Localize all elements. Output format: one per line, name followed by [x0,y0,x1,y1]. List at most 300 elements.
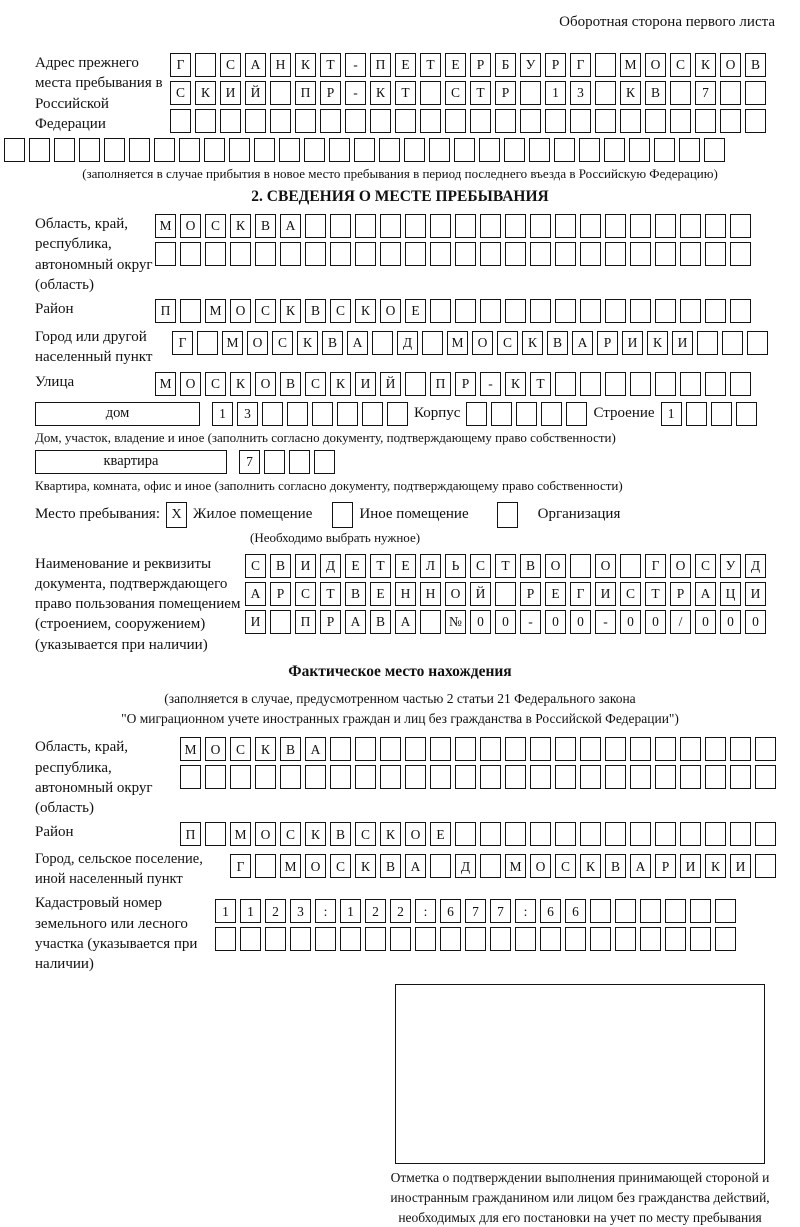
form-cell[interactable] [405,372,426,396]
form-cell[interactable]: О [595,554,616,578]
form-cell[interactable] [705,765,726,789]
form-cell[interactable] [355,737,376,761]
form-cell[interactable] [495,109,516,133]
stay-option-residential-checkbox[interactable]: X [166,502,187,528]
form-cell[interactable] [505,299,526,323]
form-cell[interactable] [355,765,376,789]
form-cell[interactable]: М [155,372,176,396]
form-cell[interactable] [540,927,561,951]
form-cell[interactable]: 6 [540,899,561,923]
form-cell[interactable] [705,372,726,396]
form-cell[interactable]: Е [345,554,366,578]
form-cell[interactable]: В [370,610,391,634]
form-cell[interactable] [205,242,226,266]
form-cell[interactable] [280,765,301,789]
form-cell[interactable]: У [720,554,741,578]
form-cell[interactable]: Г [230,854,251,878]
form-cell[interactable] [304,138,325,162]
form-cell[interactable]: 6 [440,899,461,923]
form-cell[interactable]: 7 [490,899,511,923]
form-cell[interactable]: К [295,53,316,77]
form-cell[interactable] [690,899,711,923]
form-cell[interactable] [455,214,476,238]
form-cell[interactable]: Т [530,372,551,396]
form-cell[interactable] [445,109,466,133]
form-cell[interactable]: Р [597,331,618,355]
form-cell[interactable]: М [205,299,226,323]
form-cell[interactable]: С [220,53,241,77]
form-cell[interactable] [736,402,757,426]
form-cell[interactable] [505,822,526,846]
form-cell[interactable]: А [695,582,716,606]
form-cell[interactable]: П [155,299,176,323]
form-cell[interactable]: № [445,610,466,634]
form-cell[interactable]: Е [445,53,466,77]
form-cell[interactable]: К [505,372,526,396]
form-cell[interactable] [530,214,551,238]
form-cell[interactable] [680,822,701,846]
form-cell[interactable] [455,299,476,323]
form-cell[interactable] [645,109,666,133]
form-cell[interactable] [229,138,250,162]
form-cell[interactable] [265,927,286,951]
form-cell[interactable] [454,138,475,162]
form-cell[interactable] [530,765,551,789]
form-cell[interactable] [197,331,218,355]
form-cell[interactable]: К [370,81,391,105]
form-cell[interactable] [730,372,751,396]
form-cell[interactable]: П [180,822,201,846]
form-cell[interactable] [440,927,461,951]
form-cell[interactable]: М [280,854,301,878]
form-cell[interactable]: М [180,737,201,761]
form-cell[interactable] [455,242,476,266]
form-cell[interactable] [654,138,675,162]
form-cell[interactable]: С [305,372,326,396]
form-cell[interactable]: 0 [745,610,766,634]
form-cell[interactable]: О [247,331,268,355]
form-cell[interactable] [404,138,425,162]
form-cell[interactable] [405,737,426,761]
form-cell[interactable] [220,109,241,133]
form-cell[interactable]: К [330,372,351,396]
stay-option-other-checkbox[interactable] [332,502,353,528]
form-cell[interactable]: В [305,299,326,323]
form-cell[interactable]: О [255,372,276,396]
form-cell[interactable] [745,81,766,105]
form-cell[interactable]: А [245,53,266,77]
form-cell[interactable]: Р [520,582,541,606]
form-cell[interactable]: 7 [239,450,260,474]
form-cell[interactable] [355,242,376,266]
form-cell[interactable] [605,214,626,238]
form-cell[interactable] [745,109,766,133]
form-cell[interactable]: Н [270,53,291,77]
form-cell[interactable] [580,822,601,846]
form-cell[interactable] [520,109,541,133]
form-cell[interactable] [541,402,562,426]
form-cell[interactable]: В [280,737,301,761]
form-cell[interactable]: 0 [695,610,716,634]
form-cell[interactable] [680,242,701,266]
form-cell[interactable]: / [670,610,691,634]
form-cell[interactable]: Д [745,554,766,578]
form-cell[interactable]: - [345,81,366,105]
form-cell[interactable] [529,138,550,162]
form-cell[interactable] [195,109,216,133]
form-cell[interactable]: А [395,610,416,634]
form-cell[interactable]: 0 [570,610,591,634]
form-cell[interactable] [720,81,741,105]
form-cell[interactable] [480,765,501,789]
form-cell[interactable] [479,138,500,162]
form-cell[interactable]: О [180,372,201,396]
form-cell[interactable] [180,765,201,789]
form-cell[interactable] [630,242,651,266]
form-cell[interactable] [405,765,426,789]
form-cell[interactable]: 0 [470,610,491,634]
form-cell[interactable]: С [445,81,466,105]
form-cell[interactable] [730,765,751,789]
form-cell[interactable]: Е [405,299,426,323]
form-cell[interactable] [695,109,716,133]
form-cell[interactable] [379,138,400,162]
form-cell[interactable] [312,402,333,426]
form-cell[interactable]: А [630,854,651,878]
form-cell[interactable] [204,138,225,162]
form-cell[interactable] [54,138,75,162]
form-cell[interactable]: Й [245,81,266,105]
form-cell[interactable] [415,927,436,951]
form-cell[interactable] [530,299,551,323]
form-cell[interactable] [555,372,576,396]
form-cell[interactable]: С [330,854,351,878]
form-cell[interactable] [365,927,386,951]
form-cell[interactable]: К [355,854,376,878]
form-cell[interactable] [430,765,451,789]
form-cell[interactable] [370,109,391,133]
form-cell[interactable] [665,927,686,951]
form-cell[interactable]: А [245,582,266,606]
form-cell[interactable] [205,822,226,846]
form-cell[interactable] [705,242,726,266]
form-cell[interactable] [504,138,525,162]
form-cell[interactable] [605,765,626,789]
form-cell[interactable]: Й [380,372,401,396]
form-cell[interactable]: И [680,854,701,878]
form-cell[interactable]: Т [320,53,341,77]
form-cell[interactable]: К [695,53,716,77]
form-cell[interactable] [555,299,576,323]
form-cell[interactable]: О [445,582,466,606]
form-cell[interactable] [655,242,676,266]
form-cell[interactable]: О [380,299,401,323]
form-cell[interactable] [455,765,476,789]
form-cell[interactable] [337,402,358,426]
form-cell[interactable]: С [272,331,293,355]
form-cell[interactable] [195,53,216,77]
form-cell[interactable]: 0 [495,610,516,634]
form-cell[interactable]: И [295,554,316,578]
form-cell[interactable] [505,765,526,789]
form-cell[interactable]: Р [545,53,566,77]
form-cell[interactable]: Г [645,554,666,578]
form-cell[interactable] [104,138,125,162]
form-cell[interactable] [730,737,751,761]
form-cell[interactable]: П [370,53,391,77]
form-cell[interactable] [705,214,726,238]
form-cell[interactable] [570,109,591,133]
form-cell[interactable]: О [645,53,666,77]
form-cell[interactable]: О [472,331,493,355]
form-cell[interactable] [580,737,601,761]
form-cell[interactable] [480,242,501,266]
form-cell[interactable] [470,109,491,133]
form-cell[interactable]: С [280,822,301,846]
form-cell[interactable]: И [245,610,266,634]
form-cell[interactable] [655,214,676,238]
form-cell[interactable] [480,822,501,846]
form-cell[interactable] [480,854,501,878]
form-cell[interactable]: К [647,331,668,355]
form-cell[interactable] [630,372,651,396]
form-cell[interactable]: Ь [445,554,466,578]
form-cell[interactable]: 7 [695,81,716,105]
form-cell[interactable]: С [355,822,376,846]
form-cell[interactable]: : [315,899,336,923]
form-cell[interactable]: О [230,299,251,323]
form-cell[interactable] [340,927,361,951]
form-cell[interactable] [270,81,291,105]
form-cell[interactable]: П [295,610,316,634]
form-cell[interactable]: К [255,737,276,761]
form-cell[interactable]: М [155,214,176,238]
form-cell[interactable] [730,299,751,323]
form-cell[interactable]: О [530,854,551,878]
form-cell[interactable] [755,737,776,761]
form-cell[interactable] [466,402,487,426]
form-cell[interactable] [320,109,341,133]
form-cell[interactable] [580,765,601,789]
form-cell[interactable] [605,372,626,396]
form-cell[interactable] [289,450,310,474]
form-cell[interactable] [545,109,566,133]
form-cell[interactable]: А [347,331,368,355]
form-cell[interactable]: О [205,737,226,761]
form-cell[interactable] [620,109,641,133]
form-cell[interactable]: - [345,53,366,77]
form-cell[interactable]: - [520,610,541,634]
form-cell[interactable] [705,822,726,846]
form-cell[interactable]: 2 [265,899,286,923]
form-cell[interactable]: Т [495,554,516,578]
form-cell[interactable] [465,927,486,951]
form-cell[interactable]: В [255,214,276,238]
form-cell[interactable] [455,822,476,846]
form-cell[interactable]: С [330,299,351,323]
form-cell[interactable] [722,331,743,355]
form-cell[interactable] [491,402,512,426]
form-cell[interactable] [290,927,311,951]
form-cell[interactable]: У [520,53,541,77]
form-cell[interactable]: К [230,372,251,396]
form-cell[interactable] [314,450,335,474]
form-cell[interactable] [480,214,501,238]
form-cell[interactable] [655,299,676,323]
form-cell[interactable]: Т [370,554,391,578]
form-cell[interactable]: Л [420,554,441,578]
form-cell[interactable] [590,899,611,923]
form-cell[interactable]: А [305,737,326,761]
stay-option-organization-checkbox[interactable] [497,502,518,528]
form-cell[interactable]: 1 [215,899,236,923]
form-cell[interactable] [380,242,401,266]
form-cell[interactable]: 7 [465,899,486,923]
form-cell[interactable] [630,299,651,323]
form-cell[interactable] [615,899,636,923]
form-cell[interactable]: В [605,854,626,878]
form-cell[interactable] [420,81,441,105]
form-cell[interactable]: В [322,331,343,355]
form-cell[interactable] [705,737,726,761]
form-cell[interactable] [704,138,725,162]
form-cell[interactable]: О [670,554,691,578]
form-cell[interactable] [420,610,441,634]
form-cell[interactable] [679,138,700,162]
form-cell[interactable]: Н [395,582,416,606]
form-cell[interactable]: П [295,81,316,105]
form-cell[interactable] [362,402,383,426]
form-cell[interactable] [580,214,601,238]
form-cell[interactable] [630,822,651,846]
form-cell[interactable] [515,927,536,951]
form-cell[interactable]: В [270,554,291,578]
form-cell[interactable]: О [405,822,426,846]
form-cell[interactable] [495,582,516,606]
form-cell[interactable]: В [547,331,568,355]
form-cell[interactable] [580,372,601,396]
form-cell[interactable] [129,138,150,162]
form-cell[interactable] [730,242,751,266]
form-cell[interactable]: 1 [212,402,233,426]
form-cell[interactable]: К [280,299,301,323]
form-cell[interactable] [430,242,451,266]
form-cell[interactable] [565,927,586,951]
form-cell[interactable]: А [405,854,426,878]
form-cell[interactable] [422,331,443,355]
form-cell[interactable]: С [205,372,226,396]
form-cell[interactable] [380,214,401,238]
form-cell[interactable] [264,450,285,474]
form-cell[interactable] [215,927,236,951]
form-cell[interactable] [420,109,441,133]
form-cell[interactable] [295,109,316,133]
form-cell[interactable] [555,765,576,789]
form-cell[interactable]: О [305,854,326,878]
form-cell[interactable] [530,822,551,846]
form-cell[interactable] [380,765,401,789]
form-cell[interactable]: Т [420,53,441,77]
form-cell[interactable]: К [305,822,326,846]
form-cell[interactable] [680,299,701,323]
form-cell[interactable] [390,927,411,951]
form-cell[interactable]: М [505,854,526,878]
form-cell[interactable] [230,242,251,266]
form-cell[interactable] [690,927,711,951]
form-cell[interactable] [630,737,651,761]
form-cell[interactable] [554,138,575,162]
form-cell[interactable]: 0 [545,610,566,634]
form-cell[interactable] [154,138,175,162]
form-cell[interactable] [655,765,676,789]
form-cell[interactable]: Г [170,53,191,77]
form-cell[interactable] [604,138,625,162]
form-cell[interactable] [305,214,326,238]
form-cell[interactable]: С [555,854,576,878]
form-cell[interactable] [430,299,451,323]
form-cell[interactable] [330,242,351,266]
form-cell[interactable]: В [345,582,366,606]
form-cell[interactable]: К [195,81,216,105]
form-cell[interactable] [680,765,701,789]
form-cell[interactable] [711,402,732,426]
form-cell[interactable] [279,138,300,162]
form-cell[interactable]: Т [320,582,341,606]
form-cell[interactable] [354,138,375,162]
form-cell[interactable] [555,822,576,846]
form-cell[interactable] [305,765,326,789]
form-cell[interactable]: И [622,331,643,355]
form-cell[interactable] [755,854,776,878]
form-cell[interactable] [555,214,576,238]
form-cell[interactable] [205,765,226,789]
form-cell[interactable]: О [545,554,566,578]
form-cell[interactable] [640,927,661,951]
form-cell[interactable] [287,402,308,426]
form-cell[interactable]: Е [545,582,566,606]
form-cell[interactable] [4,138,25,162]
form-cell[interactable] [705,299,726,323]
form-cell[interactable] [680,372,701,396]
form-cell[interactable] [155,242,176,266]
form-cell[interactable] [595,109,616,133]
form-cell[interactable] [590,927,611,951]
form-cell[interactable] [595,81,616,105]
form-cell[interactable] [230,765,251,789]
form-cell[interactable] [355,214,376,238]
form-cell[interactable]: М [447,331,468,355]
form-cell[interactable]: П [430,372,451,396]
form-cell[interactable]: И [745,582,766,606]
form-cell[interactable] [680,214,701,238]
form-cell[interactable] [615,927,636,951]
form-cell[interactable]: Ц [720,582,741,606]
form-cell[interactable]: В [645,81,666,105]
form-cell[interactable]: - [480,372,501,396]
form-cell[interactable]: - [595,610,616,634]
form-cell[interactable] [270,610,291,634]
form-cell[interactable] [630,214,651,238]
form-cell[interactable] [395,109,416,133]
form-cell[interactable] [555,737,576,761]
form-cell[interactable] [505,242,526,266]
form-cell[interactable] [755,822,776,846]
form-cell[interactable]: С [255,299,276,323]
form-cell[interactable] [29,138,50,162]
form-cell[interactable]: Р [470,53,491,77]
form-cell[interactable]: Р [670,582,691,606]
form-cell[interactable] [315,927,336,951]
